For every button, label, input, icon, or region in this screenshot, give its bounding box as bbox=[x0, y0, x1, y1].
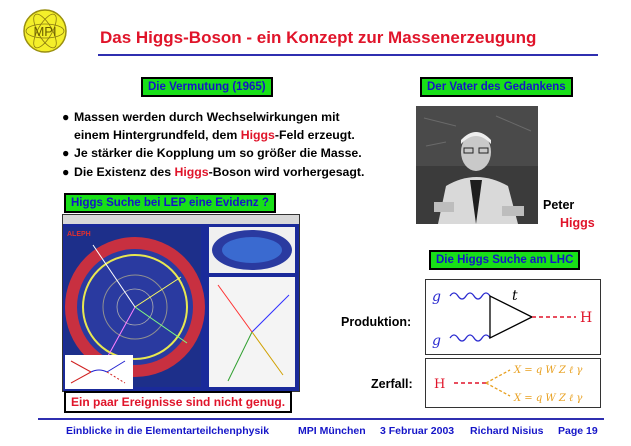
svg-text:g: g bbox=[432, 333, 441, 349]
bullet-2: ● Je stärker die Kopplung um so größer die Masse. bbox=[62, 144, 364, 162]
svg-text:ALEPH: ALEPH bbox=[67, 231, 91, 238]
produktion-label: Produktion: bbox=[341, 315, 412, 329]
box-lep: Higgs Suche bei LEP eine Evidenz ? bbox=[64, 193, 276, 213]
page-title: Das Higgs-Boson - ein Konzept zur Massenerzeugung bbox=[100, 28, 537, 47]
box-ereignisse: Ein paar Ereignisse sind nicht genug. bbox=[64, 391, 292, 413]
aleph-event-display bbox=[62, 214, 300, 392]
svg-text:H: H bbox=[580, 310, 593, 326]
bullet-dot-icon: ● bbox=[62, 164, 70, 179]
svg-text:MPI: MPI bbox=[33, 24, 57, 39]
footer-divider bbox=[38, 418, 604, 420]
svg-text:X = q W Z ℓ γ: X = q W Z ℓ γ bbox=[514, 393, 583, 404]
bullet-list bbox=[62, 108, 364, 181]
box-vater: Der Vater des Gedankens bbox=[420, 77, 573, 97]
bullet-3: ● Die Existenz des Higgs-Boson wird vorhergesagt. bbox=[62, 163, 364, 181]
bullet-1: ● Massen werden durch Wechselwirkungen mit bbox=[62, 108, 364, 126]
person-name: Peter Higgs bbox=[543, 198, 595, 230]
svg-text:H: H bbox=[434, 377, 446, 392]
footer-date: 3 Februar 2003 bbox=[380, 425, 455, 437]
bullet-dot-icon: ● bbox=[62, 146, 70, 161]
svg-text:X = q W Z ℓ γ: X = q W Z ℓ γ bbox=[514, 365, 583, 376]
footer-author: Richard Nisius bbox=[470, 425, 544, 437]
box-lhc: Die Higgs Suche am LHC bbox=[429, 250, 580, 270]
bullet-dot-icon: ● bbox=[62, 110, 70, 124]
zerfall-label: Zerfall: bbox=[371, 377, 413, 391]
box-vermutung: Die Vermutung (1965) bbox=[141, 77, 273, 97]
higgs-photo bbox=[416, 106, 538, 224]
title-divider bbox=[98, 54, 598, 56]
bullet-1-cont: einem Hintergrundfeld, dem Higgs-Feld erzeugt. bbox=[74, 128, 355, 143]
feynman-decay-diagram bbox=[425, 358, 601, 408]
mpi-logo bbox=[22, 8, 68, 54]
footer-course: Einblicke in die Elementarteilchenphysik bbox=[66, 425, 270, 437]
footer-page: Page 19 bbox=[558, 425, 598, 437]
feynman-production-diagram bbox=[425, 279, 601, 355]
footer-institute: MPI München bbox=[298, 425, 366, 437]
svg-text:g: g bbox=[432, 289, 441, 305]
svg-text:t: t bbox=[512, 288, 518, 304]
